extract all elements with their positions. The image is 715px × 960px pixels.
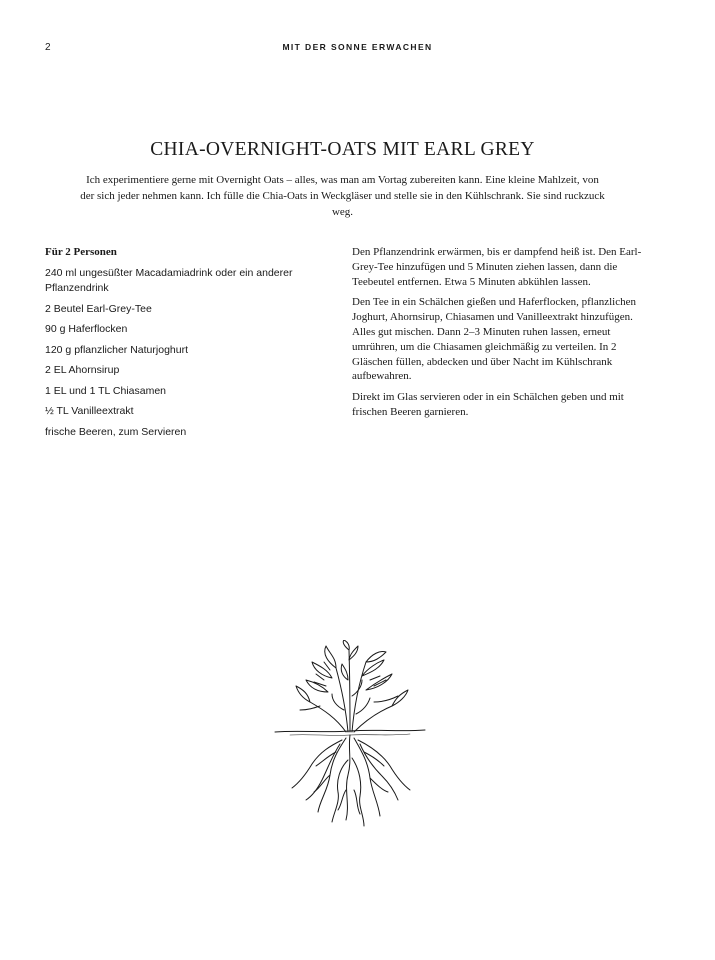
servings-label: Für 2 Personen: [45, 246, 117, 258]
page-number: 2: [45, 42, 51, 53]
plant-with-roots-icon: [270, 640, 430, 840]
ingredient-item: 2 Beutel Earl-Grey-Tee: [45, 302, 152, 315]
ingredient-item: 240 ml ungesüßter Macadamiadrink oder ein anderer Pflanzendrink: [45, 267, 293, 294]
ingredient-item: 90 g Haferflocken: [45, 323, 128, 335]
method-column: [352, 245, 644, 426]
ingredients-column: [45, 245, 330, 445]
method-step: Direkt im Glas servieren oder in ein Schälchen geben und mit frischen Beeren garnieren.: [352, 391, 624, 418]
ingredient-list: [45, 266, 330, 440]
ingredient-item: 120 g pflanzlicher Naturjoghurt: [45, 343, 189, 356]
ingredient-item: 2 EL Ahornsirup: [45, 364, 120, 376]
recipe-intro: Ich experimentiere gerne mit Overnight Oats – alles, was man am Vortag zubereiten kann. Eine kleine Mahlzeit, von der sich jeder nehmen kann. Ich fülle die Chia-Oats in Weckgläser und stelle sie in den Kühlschrank. Sie sind ruckzuck weg.: [80, 174, 605, 218]
ingredient-item: 1 EL und 1 TL Chiasamen: [45, 384, 167, 397]
method-step: Den Pflanzendrink erwärmen, bis er dampfend heiß ist. Den Earl-Grey-Tee hinzufügen und 5 Minuten ziehen lassen, dann die Teebeutel entfernen. Etwa 5 Minuten abkühlen lassen.: [352, 246, 642, 288]
recipe-title: CHIA-OVERNIGHT-OATS MIT EARL GREY: [150, 139, 535, 160]
ingredient-item: frische Beeren, zum Servieren: [45, 425, 187, 438]
method-step: Den Tee in ein Schälchen gießen und Haferflocken, pflanzlichen Joghurt, Ahornsirup, Chiasamen und Vanilleextrakt hinzufügen. Alles gut mischen. Dann 2–3 Minuten ruhen lassen, erneut umrühren, um die Chiasamen gleichmäßig zu verteilen. In 2 Gläschen füllen, abdecken und über Nacht im Kühlschrank aufbewahren.: [352, 296, 636, 383]
ingredient-item: ½ TL Vanilleextrakt: [45, 405, 134, 417]
running-head: MIT DER SONNE ERWACHEN: [282, 42, 433, 52]
